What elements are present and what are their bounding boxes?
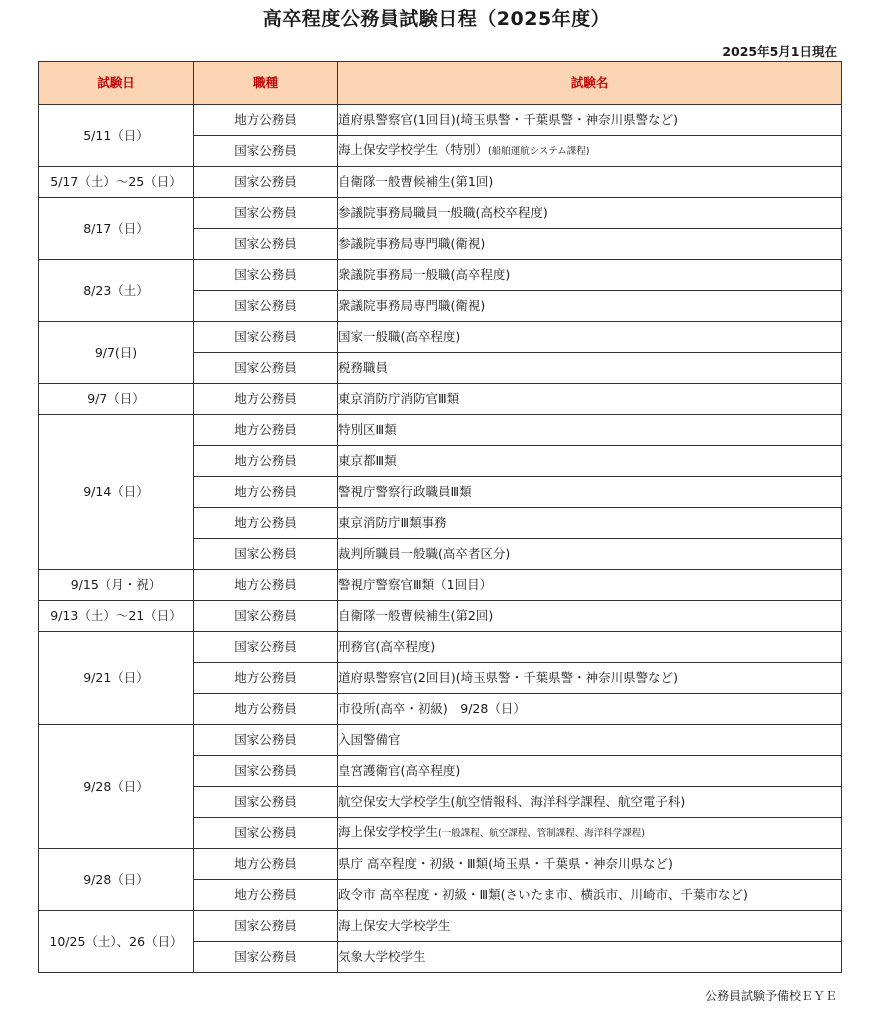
exam-name: 海上保安学校学生: [338, 824, 439, 839]
exam-date-cell: 9/7（日）: [39, 384, 194, 415]
exam-date-cell: 9/14（日）: [39, 415, 194, 570]
table-row: [39, 105, 842, 136]
exam-name-cell: [338, 632, 842, 663]
job-category-cell: 国家公務員: [194, 942, 338, 973]
table-row: [39, 198, 842, 229]
job-category-cell: 地方公務員: [194, 663, 338, 694]
exam-name-cell: [338, 694, 842, 725]
exam-date-cell: 5/11（日）: [39, 105, 194, 167]
exam-name-cell: [338, 446, 842, 477]
page-title: 高卒程度公務員試験日程（2025年度）: [262, 8, 611, 30]
job-category-cell: 地方公務員: [194, 880, 338, 911]
header-category: 職種: [194, 62, 338, 105]
table-row: [39, 260, 842, 291]
as-of-date: 2025年5月1日現在: [722, 44, 837, 59]
job-category-cell: 国家公務員: [194, 291, 338, 322]
exam-name-cell: [338, 198, 842, 229]
exam-name: 税務職員: [338, 360, 389, 375]
exam-date-cell: 8/23（土）: [39, 260, 194, 322]
job-category-cell: 国家公務員: [194, 725, 338, 756]
exam-name-cell: [338, 849, 842, 880]
exam-name-cell: [338, 508, 842, 539]
exam-name: 気象大学校学生: [338, 949, 426, 964]
exam-name-note: (船舶運航システム課程): [488, 146, 590, 157]
exam-name: 東京消防庁消防官Ⅲ類: [338, 391, 460, 406]
exam-name-cell: [338, 911, 842, 942]
table-row: [39, 415, 842, 446]
table-row: [39, 725, 842, 756]
exam-name: 道府県警察官(2回目)(埼玉県警・千葉県警・神奈川県警など): [338, 670, 678, 685]
exam-date-cell: 5/17（土）～25（日）: [39, 167, 194, 198]
job-category-cell: 地方公務員: [194, 415, 338, 446]
table-header-row: [39, 62, 842, 105]
exam-name: 県庁 高卒程度・初級・Ⅲ類(埼玉県・千葉県・神奈川県など): [338, 856, 673, 871]
exam-name-cell: [338, 725, 842, 756]
header-date: 試験日: [39, 62, 194, 105]
job-category-cell: 国家公務員: [194, 198, 338, 229]
exam-date-cell: 9/7(日): [39, 322, 194, 384]
job-category-cell: 国家公務員: [194, 229, 338, 260]
exam-name-cell: [338, 539, 842, 570]
exam-date-cell: 9/21（日）: [39, 632, 194, 725]
exam-date-cell: 9/28（日）: [39, 849, 194, 911]
job-category-cell: 国家公務員: [194, 167, 338, 198]
job-category-cell: 地方公務員: [194, 694, 338, 725]
exam-name-cell: [338, 322, 842, 353]
exam-name-cell: [338, 136, 842, 167]
table-row: [39, 167, 842, 198]
exam-name: 警視庁警察官Ⅲ類（1回目）: [338, 577, 493, 592]
job-category-cell: 地方公務員: [194, 446, 338, 477]
header-exam: 試験名: [338, 62, 842, 105]
exam-name-cell: [338, 818, 842, 849]
job-category-cell: 国家公務員: [194, 322, 338, 353]
exam-name: 裁判所職員一般職(高卒者区分): [338, 546, 511, 561]
exam-name-cell: [338, 260, 842, 291]
exam-name-cell: [338, 880, 842, 911]
job-category-cell: 国家公務員: [194, 632, 338, 663]
job-category-cell: 国家公務員: [194, 818, 338, 849]
exam-name-cell: [338, 384, 842, 415]
exam-date-cell: 9/28（日）: [39, 725, 194, 849]
exam-name: 警視庁警察行政職員Ⅲ類: [338, 484, 472, 499]
job-category-cell: 国家公務員: [194, 601, 338, 632]
job-category-cell: 地方公務員: [194, 477, 338, 508]
exam-name: 衆議院事務局専門職(衛視): [338, 298, 486, 313]
exam-name: 海上保安学校学生（特別）: [338, 142, 489, 157]
exam-name-cell: [338, 601, 842, 632]
exam-name: 参議院事務局職員一般職(高校卒程度): [338, 205, 548, 220]
exam-name: 道府県警察官(1回目)(埼玉県警・千葉県警・神奈川県警など): [338, 112, 678, 127]
footer-credit: 公務員試験予備校ＥＹＥ: [704, 989, 837, 1003]
table-body: [39, 105, 842, 973]
table-row: [39, 601, 842, 632]
exam-name-cell: [338, 787, 842, 818]
table-row: [39, 384, 842, 415]
exam-name-cell: [338, 353, 842, 384]
job-category-cell: 国家公務員: [194, 911, 338, 942]
exam-name: 市役所(高卒・初級) 9/28（日）: [338, 701, 526, 716]
exam-name-cell: [338, 942, 842, 973]
job-category-cell: 地方公務員: [194, 384, 338, 415]
exam-name: 刑務官(高卒程度): [338, 639, 436, 654]
exam-date-cell: 9/15（月・祝）: [39, 570, 194, 601]
table-row: [39, 570, 842, 601]
exam-name-cell: [338, 756, 842, 787]
job-category-cell: 地方公務員: [194, 849, 338, 880]
exam-name: 衆議院事務局一般職(高卒程度): [338, 267, 511, 282]
job-category-cell: 国家公務員: [194, 539, 338, 570]
exam-name-cell: [338, 167, 842, 198]
exam-name: 皇宮護衛官(高卒程度): [338, 763, 461, 778]
exam-name: 特別区Ⅲ類: [338, 422, 397, 437]
exam-schedule-table: [38, 61, 842, 973]
exam-name: 東京都Ⅲ類: [338, 453, 397, 468]
exam-name: 東京消防庁Ⅲ類事務: [338, 515, 447, 530]
exam-name-note: (一般課程、航空課程、管制課程、海洋科学課程): [438, 828, 645, 839]
exam-name: 国家一般職(高卒程度): [338, 329, 461, 344]
exam-name-cell: [338, 105, 842, 136]
table-row: [39, 911, 842, 942]
exam-date-cell: 10/25（土）、26（日）: [39, 911, 194, 973]
exam-name-cell: [338, 477, 842, 508]
exam-date-cell: 9/13（土）～21（日）: [39, 601, 194, 632]
exam-name-cell: [338, 415, 842, 446]
job-category-cell: 国家公務員: [194, 260, 338, 291]
job-category-cell: 国家公務員: [194, 353, 338, 384]
exam-name: 自衛隊一般曹候補生(第1回): [338, 174, 494, 189]
table-row: [39, 849, 842, 880]
exam-name: 参議院事務局専門職(衛視): [338, 236, 486, 251]
exam-name: 海上保安大学校学生: [338, 918, 451, 933]
exam-name: 政令市 高卒程度・初級・Ⅲ類(さいたま市、横浜市、川崎市、千葉市など): [338, 887, 748, 902]
job-category-cell: 国家公務員: [194, 136, 338, 167]
exam-name-cell: [338, 229, 842, 260]
exam-name-cell: [338, 663, 842, 694]
exam-name: 航空保安大学校学生(航空情報科、海洋科学課程、航空電子科): [338, 794, 686, 809]
exam-date-cell: 8/17（日）: [39, 198, 194, 260]
exam-name: 入国警備官: [338, 732, 401, 747]
job-category-cell: 国家公務員: [194, 787, 338, 818]
job-category-cell: 国家公務員: [194, 756, 338, 787]
table-row: [39, 632, 842, 663]
exam-name-cell: [338, 291, 842, 322]
job-category-cell: 地方公務員: [194, 570, 338, 601]
exam-name: 自衛隊一般曹候補生(第2回): [338, 608, 494, 623]
job-category-cell: 地方公務員: [194, 508, 338, 539]
table-row: [39, 322, 842, 353]
exam-name-cell: [338, 570, 842, 601]
job-category-cell: 地方公務員: [194, 105, 338, 136]
